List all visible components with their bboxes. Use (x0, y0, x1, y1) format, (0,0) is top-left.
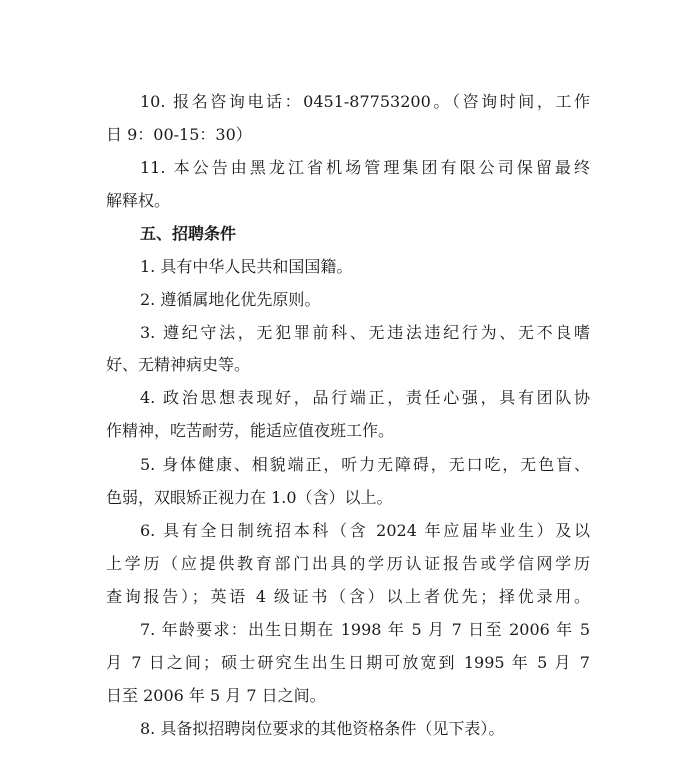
condition-6-line-1: 6. 具有全日制统招本科（含 2024 年应届毕业生）及以 (140, 521, 590, 540)
condition-5-line-2: 色弱，双眼矫正视力在 1.0（含）以上。 (106, 488, 393, 507)
item-11-line-1: 11. 本公告由黑龙江省机场管理集团有限公司保留最终 (140, 158, 590, 177)
condition-6-line-2: 上学历（应提供教育部门出具的学历认证报告或学信网学历 (106, 554, 590, 573)
condition-3-line-2: 好、无精神病史等。 (106, 355, 251, 374)
condition-7-line-1: 7. 年龄要求：出生日期在 1998 年 5 月 7 日至 2006 年 5 (140, 620, 590, 639)
condition-3-line-1: 3. 遵纪守法，无犯罪前科、无违法违纪行为、无不良嗜 (140, 323, 590, 342)
condition-4-line-2: 作精神，吃苦耐劳，能适应值夜班工作。 (106, 421, 395, 440)
item-10-line-2: 日 9：00-15：30） (106, 125, 252, 144)
condition-7-line-2: 月 7 日之间；硕士研究生出生日期可放宽到 1995 年 5 月 7 (106, 653, 590, 672)
condition-4-line-1: 4. 政治思想表现好，品行端正，责任心强，具有团队协 (140, 388, 590, 407)
condition-7-line-3: 日至 2006 年 5 月 7 日之间。 (106, 686, 326, 705)
condition-2: 2. 遵循属地化优先原则。 (140, 290, 321, 309)
condition-5-line-1: 5. 身体健康、相貌端正，听力无障碍，无口吃，无色盲、 (140, 455, 590, 474)
section-heading: 五、招聘条件 (140, 224, 237, 243)
condition-8: 8. 具备拟招聘岗位要求的其他资格条件（见下表）。 (140, 719, 505, 738)
condition-6-line-3: 查询报告）；英语 4 级证书（含）以上者优先；择优录用。 (106, 587, 590, 606)
condition-1: 1. 具有中华人民共和国国籍。 (140, 257, 353, 276)
item-11-line-2: 解释权。 (106, 191, 171, 210)
item-10-line-1: 10. 报名咨询电话：0451-87753200。（咨询时间，工作 (140, 92, 590, 111)
